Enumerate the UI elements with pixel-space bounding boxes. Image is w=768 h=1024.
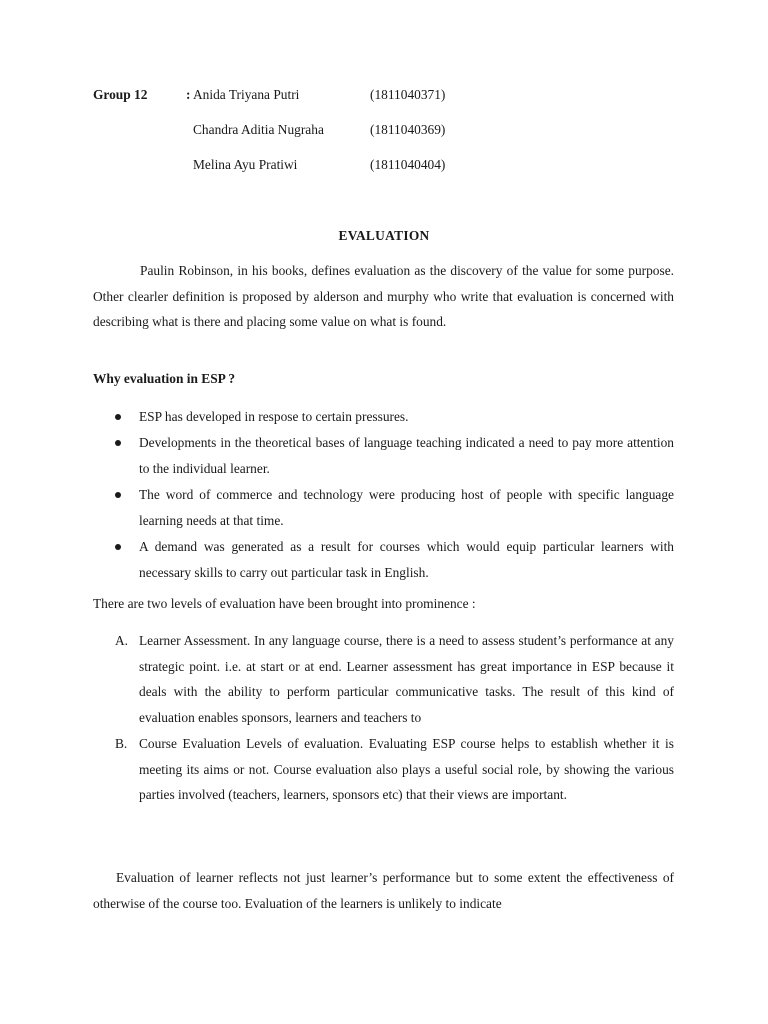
bullet-dot-icon xyxy=(115,440,121,446)
member-row xyxy=(193,87,446,103)
member-row xyxy=(193,122,446,138)
document-title: EVALUATION xyxy=(338,228,430,243)
bullet-dot-icon xyxy=(115,544,121,550)
level-text: Course Evaluation Levels of evaluation. Evaluating ESP course helps to establish whether it is meeting its aims or not. Course evaluation also plays a useful social role, by showing the various parties involved (teachers, learners, sponsors etc) that their views are important. xyxy=(139,736,674,802)
level-item xyxy=(93,731,674,808)
bullet-dot-icon xyxy=(115,414,121,420)
bullet-item xyxy=(93,404,674,430)
member-name: Melina Ayu Pratiwi xyxy=(193,157,298,172)
section-heading: Why evaluation in ESP ? xyxy=(93,371,236,386)
member-name: Anida Triyana Putri xyxy=(193,87,300,102)
member-nim: (1811040371) xyxy=(370,87,446,102)
group-colon: : xyxy=(186,87,191,102)
level-text: Learner Assessment. In any language course, there is a need to assess student’s performance at any strategic point. i.e. at start or at end. Learner assessment has great importance in ESP because it deals with the ability to perform particular communicative tasks. The result of this kind of evaluation enables sponsors, learners and teachers to xyxy=(139,633,674,725)
level-marker: B. xyxy=(115,736,128,751)
levels-list xyxy=(93,628,674,809)
levels-intro: There are two levels of evaluation have been brought into prominence : xyxy=(93,596,476,611)
bullet-item xyxy=(93,534,674,586)
bullet-item xyxy=(93,482,674,534)
bullet-text: A demand was generated as a result for courses which would equip particular learners with necessary skills to carry out particular task in English. xyxy=(139,539,674,580)
intro-paragraph: Paulin Robinson, in his books, defines evaluation as the discovery of the value for some purpose. Other clearler definition is proposed by alderson and murphy who write that evaluation is concerned with describing what is there and placing some value on what is found. xyxy=(93,263,674,329)
level-item xyxy=(93,628,674,730)
closing-paragraph: Evaluation of learner reflects not just learner’s performance but to some extent the effectiveness of otherwise of the course too. Evaluation of the learners is unlikely to indicate xyxy=(93,870,674,911)
bullet-dot-icon xyxy=(115,492,121,498)
bullet-list xyxy=(93,404,674,586)
bullet-text: ESP has developed in respose to certain pressures. xyxy=(139,409,409,424)
member-row xyxy=(193,157,446,173)
member-nim: (1811040369) xyxy=(370,122,446,137)
bullet-text: Developments in the theoretical bases of language teaching indicated a need to pay more attention to the individual learner. xyxy=(139,435,674,476)
group-label: Group 12 xyxy=(93,87,148,102)
level-marker: A. xyxy=(115,633,129,648)
member-nim: (1811040404) xyxy=(370,157,446,172)
member-name: Chandra Aditia Nugraha xyxy=(193,122,324,137)
bullet-text: The word of commerce and technology were producing host of people with specific language learning needs at that time. xyxy=(139,487,674,528)
bullet-item xyxy=(93,430,674,482)
